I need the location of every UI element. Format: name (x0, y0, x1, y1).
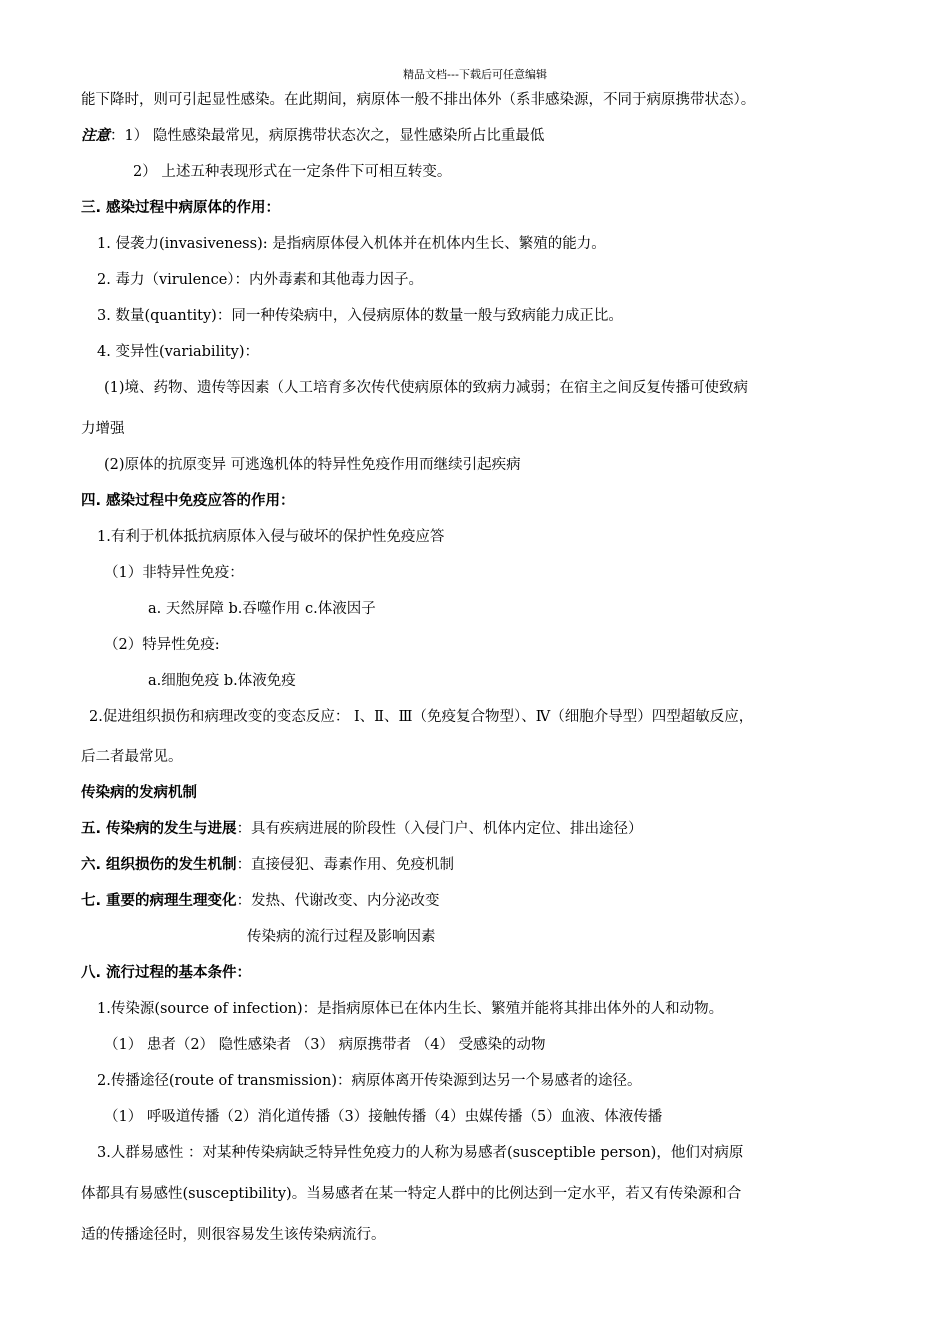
note-line: 注意：1） 隐性感染最常见，病原携带状态次之，显性感染所占比重最低 (81, 127, 545, 144)
section-heading: 三. 感染过程中病原体的作用： (81, 200, 281, 216)
text-line: 3.人群易感性 ：对某种传染病缺乏特异性免疫力的人称为易感者(susceptible person)，他们对病原 (97, 1145, 744, 1161)
text-line: 1.有利于机体抵抗病原体入侵与破坏的保护性免疫应答 (97, 529, 445, 545)
page-header: 精品文档---下载后可任意编辑 (403, 68, 547, 81)
section-heading: 四. 感染过程中免疫应答的作用： (81, 493, 295, 509)
section-line: 六. 组织损伤的发生机制：直接侵犯、毒素作用、免疫机制 (81, 857, 455, 873)
text-line: （2）特异性免疫: (104, 637, 220, 653)
text-line: 2. 毒力（virulence）：内外毒素和其他毒力因子。 (97, 272, 424, 288)
text-line: 适的传播途径时，则很容易发生该传染病流行。 (81, 1227, 386, 1243)
text-line: 4. 变异性(variability)： (97, 344, 260, 360)
text-line: 3. 数量(quantity)：同一种传染病中，入侵病原体的数量一般与致病能力成正比。 (97, 308, 623, 324)
text-line: （1） 呼吸道传播（2）消化道传播（3）接触传播（4）虫媒传播（5）血液、体液传播 (104, 1109, 663, 1125)
text-line: 2） 上述五种表现形式在一定条件下可相互转变。 (133, 164, 452, 180)
text-line: 能下降时，则可引起显性感染。在此期间，病原体一般不排出体外（系非感染源，不同于病原携带状态）。 (81, 92, 756, 108)
text-line: a.细胞免疫 b.体液免疫 (148, 673, 296, 689)
text-line: 体都具有易感性(susceptibility)。当易感者在某一特定人群中的比例达到一定水平，若又有传染源和合 (81, 1186, 742, 1202)
text-line: (2)原体的抗原变异 可逃逸机体的特异性免疫作用而继续引起疾病 (104, 457, 521, 473)
text-line: 1.传染源(source of infection)：是指病原体已在体内生长、繁殖并能将其排出体外的人和动物。 (97, 1001, 724, 1017)
text-line: 2.传播途径(route of transmission)：病原体离开传染源到达另一个易感者的途径。 (97, 1073, 642, 1089)
section-line: 五. 传染病的发生与进展：具有疾病进展的阶段性（入侵门户、机体内定位、排出途径） (81, 821, 643, 837)
text-line: （1）非特异性免疫： (104, 565, 244, 581)
text-line: 1. 侵袭力(invasiveness): 是指病原体侵入机体并在机体内生长、繁殖的能力。 (97, 236, 606, 252)
text-line: 力增强 (81, 421, 125, 437)
subtitle: 传染病的流行过程及影响因素 (247, 929, 436, 945)
text-line: 后二者最常见。 (81, 749, 183, 765)
section-line: 七. 重要的病理生理变化：发热、代谢改变、内分泌改变 (81, 893, 440, 909)
text-line: a. 天然屏障 b.吞噬作用 c.体液因子 (148, 601, 376, 617)
text-line: （1） 患者（2） 隐性感染者 （3） 病原携带者 （4） 受感染的动物 (104, 1037, 546, 1053)
section-heading: 八. 流行过程的基本条件： (81, 965, 252, 981)
text-line: (1)境、药物、遗传等因素（人工培育多次传代使病原体的致病力减弱；在宿主之间反复传播可使致病 (104, 380, 749, 396)
section-heading: 传染病的发病机制 (81, 785, 197, 801)
note-label: 注意 (81, 127, 110, 144)
text-line: 2.促进组织损伤和病理改变的变态反应： Ⅰ、Ⅱ、Ⅲ（免疫复合物型）、Ⅳ（细胞介导型）四型超敏反应， (89, 709, 754, 725)
